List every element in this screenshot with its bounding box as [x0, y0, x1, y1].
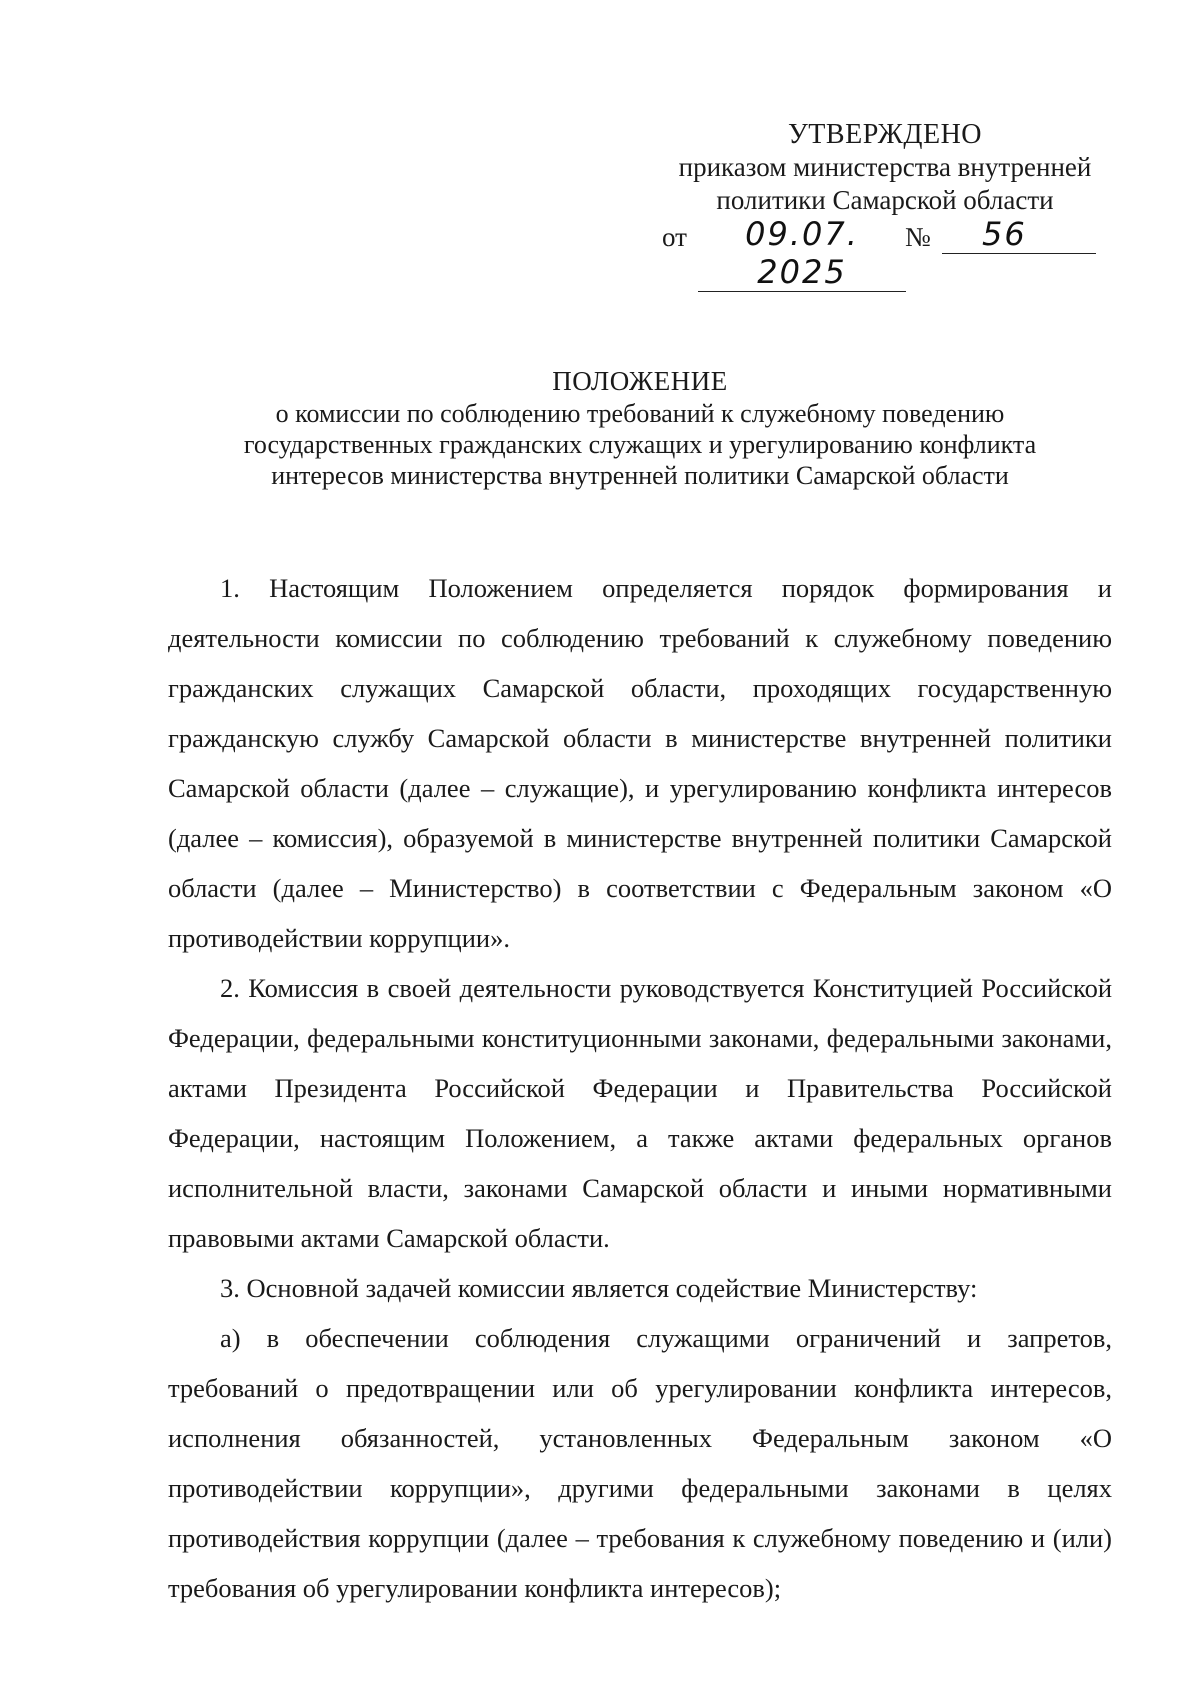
document-title-block: [120, 366, 1160, 491]
handwritten-order-number: 56: [942, 215, 1096, 254]
from-label: от: [662, 222, 687, 252]
document-subtitle-line-3: интересов министерства внутренней политики Самарской области: [271, 461, 1009, 490]
number-sign: №: [905, 222, 931, 252]
paragraph-2: 2. Комиссия в своей деятельности руководствуется Конституцией Российской Федерации, федеральными конституционными законами, федеральными законами, актами Президента Российской Федерации и Правительства Российской Федерации, настоящим Положением, а также актами федеральных органов исполнительной власти, законами Самарской области и иными нормативными правовыми актами Самарской области.: [168, 973, 1112, 1253]
paragraph-3a: а) в обеспечении соблюдения служащими ограничений и запретов, требований о предотвращении или об урегулировании конфликта интересов, исполнения обязанностей, установленных Федеральным законом «О противодействии коррупции», другими федеральными законами в целях противодействия коррупции (далее – требования к служебному поведению и (или) требования об урегулировании конфликта интересов);: [168, 1323, 1112, 1603]
approved-heading: УТВЕРЖДЕНО: [787, 119, 983, 150]
approval-stamp-block: [650, 118, 1120, 291]
paragraph-1: 1. Настоящим Положением определяется порядок формирования и деятельности комиссии по соблюдению требований к служебному поведению гражданских служащих Самарской области, проходящих государственную гражданскую службу Самарской области в министерстве внутренней политики Самарской области (далее – служащие), и урегулированию конфликта интересов (далее – комиссия), образуемой в министерстве внутренней политики Самарской области (далее – Министерство) в соответствии с Федеральным законом «О противодействии коррупции».: [168, 573, 1112, 953]
document-subtitle-line-1: о комиссии по соблюдению требований к служебному поведению: [275, 399, 1005, 428]
document-body: [168, 563, 1112, 1613]
paragraph-3: 3. Основной задачей комиссии является содействие Министерству:: [220, 1273, 978, 1303]
approval-line-1: приказом министерства внутренней: [678, 152, 1092, 182]
document-title: ПОЛОЖЕНИЕ: [552, 366, 728, 396]
approval-date-line: [650, 215, 1120, 291]
approval-line-2: политики Самарской области: [716, 185, 1054, 215]
document-subtitle-line-2: государственных гражданских служащих и урегулированию конфликта: [243, 430, 1037, 459]
handwritten-date: 09.07. 2025: [698, 215, 906, 292]
